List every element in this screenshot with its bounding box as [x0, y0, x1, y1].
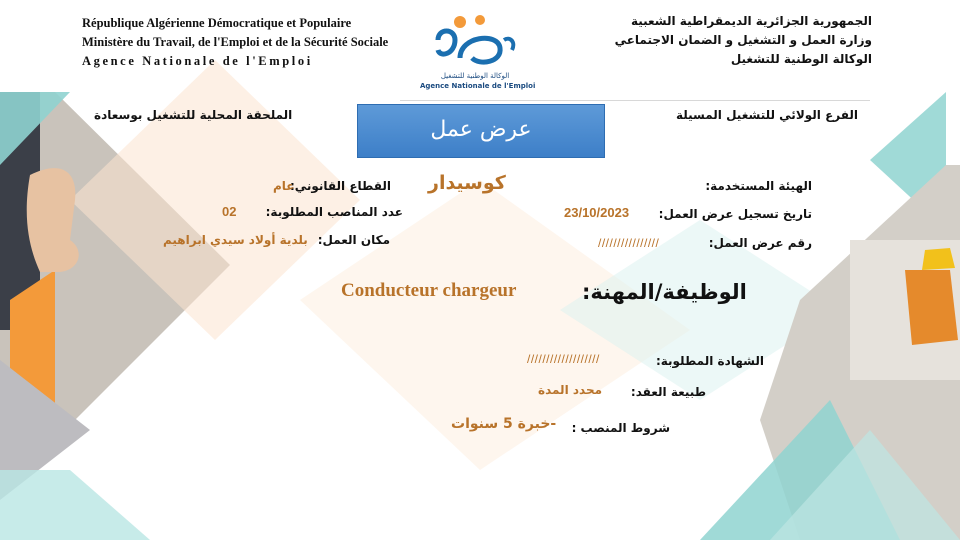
- employer-label: الهيئة المستخدمة:: [705, 179, 812, 193]
- contract-label: طبيعة العقد:: [630, 385, 706, 399]
- branch-left: الملحقة المحلية للتشغيل بوسعادة: [94, 108, 293, 122]
- offer-title-box: عرض عمل: [357, 104, 605, 158]
- offer-number-value: ////////////////: [598, 236, 660, 250]
- logo-caption-ar: الوكالة الوطنية للتشغيل: [440, 72, 510, 80]
- right-worker-helmet: [922, 248, 955, 270]
- workplace-value: بلدية أولاد سيدي ابراهيم: [163, 233, 308, 247]
- header-arabic: [615, 12, 872, 69]
- left-bottom-teal: [0, 470, 150, 540]
- legal-sector-value: عام: [273, 179, 295, 193]
- registration-date-label: تاريخ تسجيل عرض العمل:: [658, 207, 812, 221]
- positions-label: عدد المناصب المطلوبة:: [265, 205, 403, 219]
- header-ar-line-1: الجمهورية الجزائرية الديمقراطية الشعبية: [630, 14, 872, 28]
- employer-value: كوسيدار: [428, 172, 506, 194]
- header-ar-line-2: وزارة العمل و التشغيل و الضمان الاجتماعي: [614, 33, 872, 47]
- conditions-label: شروط المنصب :: [571, 421, 670, 435]
- header-fr-line-3: Agence Nationale de l'Emploi: [82, 54, 313, 68]
- logo-caption-fr: Agence Nationale de l'Emploi: [420, 82, 536, 90]
- legal-sector-label: القطاع القانوني:: [289, 179, 391, 193]
- header-french: [82, 14, 388, 71]
- header-divider: [400, 100, 870, 101]
- anem-logo: [420, 10, 536, 94]
- diploma-value: ///////////////////: [527, 352, 600, 366]
- hand-illustration: [27, 168, 79, 272]
- registration-date-value: 23/10/2023: [564, 205, 630, 220]
- offer-number-label: رقم عرض العمل:: [708, 236, 812, 250]
- contract-value: محدد المدة: [538, 383, 603, 397]
- positions-value: 02: [222, 204, 237, 219]
- conditions-value: -خبرة 5 سنوات: [451, 416, 557, 432]
- header-fr-line-1: République Algérienne Démocratique et Populaire: [82, 16, 352, 30]
- header-ar-line-3: الوكالة الوطنية للتشغيل: [730, 52, 872, 66]
- right-worker-vest: [905, 270, 958, 345]
- workplace-label: مكان العمل:: [317, 233, 390, 247]
- branch-right: الفرع الولائي للتشغيل المسيلة: [675, 108, 858, 122]
- header-fr-line-2: Ministère du Travail, de l'Emploi et de la Sécurité Sociale: [82, 35, 389, 49]
- job-label: الوظيفة/المهنة:: [582, 280, 747, 304]
- diploma-label: الشهادة المطلوبة:: [655, 354, 764, 368]
- job-value: Conducteur chargeur: [341, 280, 517, 301]
- anem-logo-icon: [420, 10, 530, 72]
